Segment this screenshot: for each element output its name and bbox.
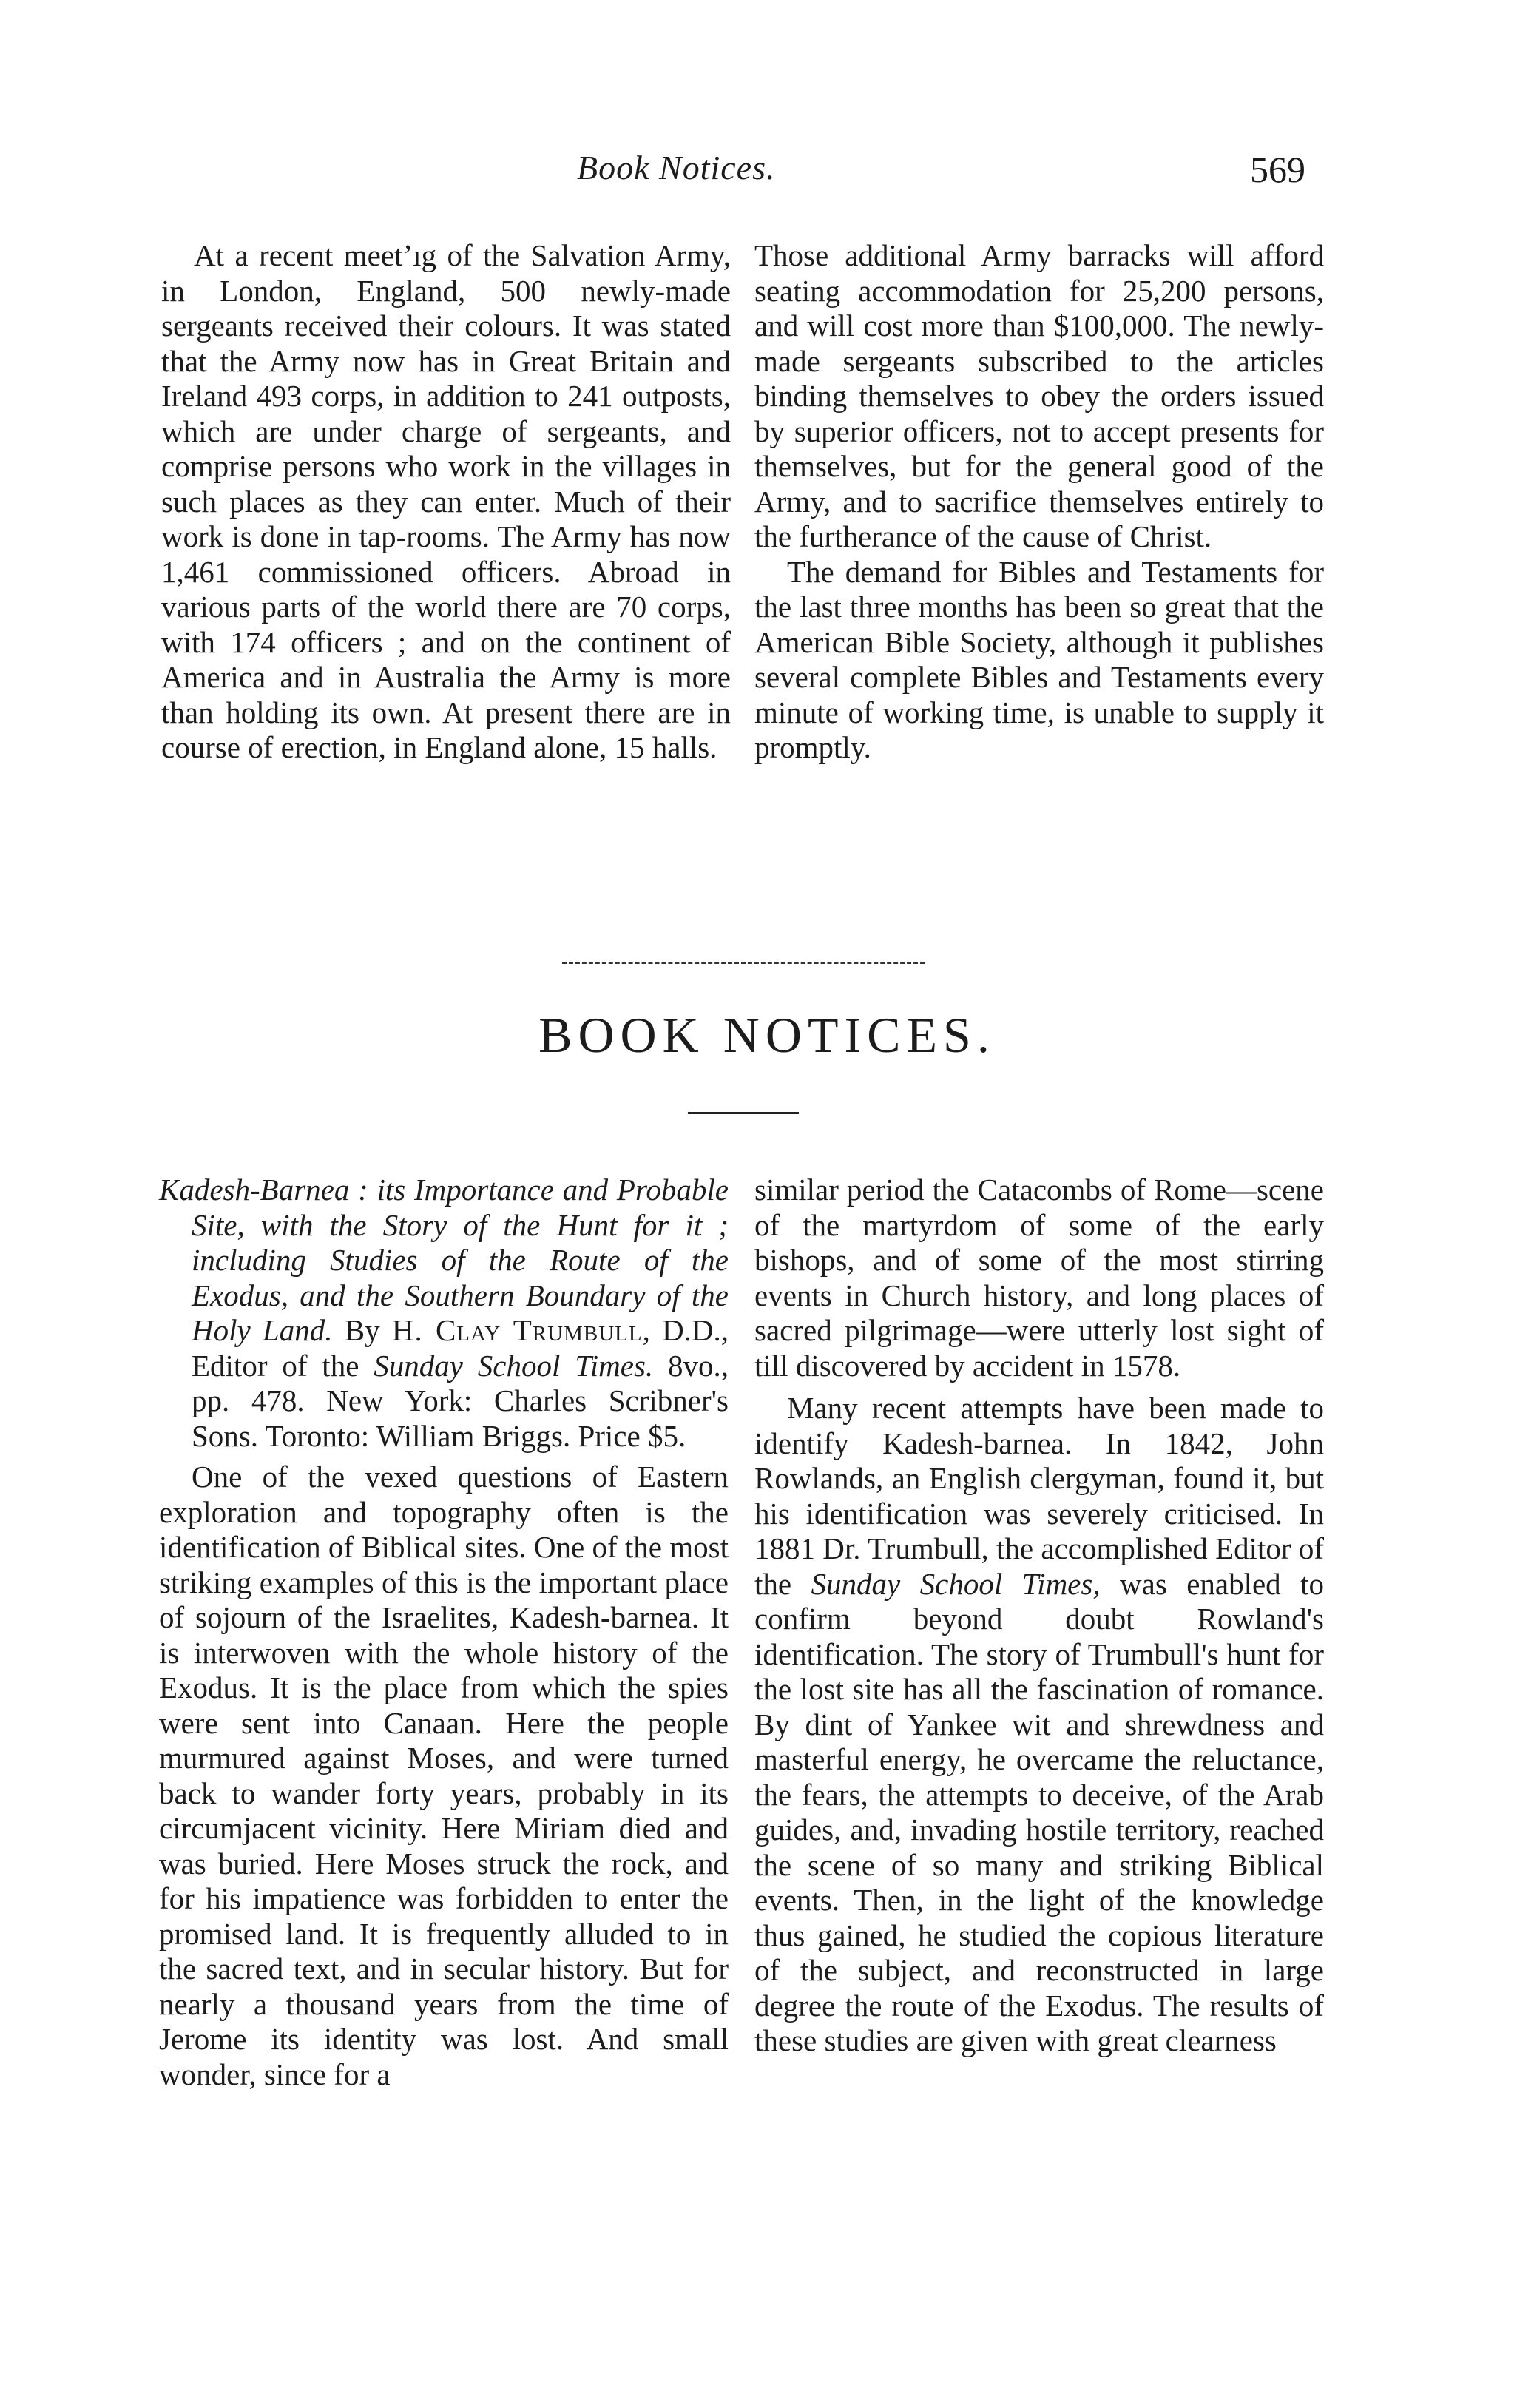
salvation-army-paragraph: At a recent meetʼıg of the Salvation Army, in London, England, 500 newly-made sergeants received their colours. It was stated that the Army now has in Great Britain and Ireland 493 corps, in addition to 241 outposts, which are under charge of sergeants, and comprise persons who work in the villages in such places as they can enter. Much of their work is done in tap-rooms. The Army has now 1,461 commissioned officers. Abroad in various parts of the world there are 70 corps, with 174 officers ; and on the continent of America and in Australia the Army is more than holding its own. At present there are in course of erection, in England alone, 15 halls.: [161, 238, 731, 764]
citation-journal: Sunday School Times.: [374, 1348, 654, 1383]
citation-by: By: [344, 1313, 380, 1347]
column-bottom-left: [159, 1173, 729, 2092]
section-heading: BOOK NOTICES.: [538, 1007, 996, 1063]
running-header: Book Notices.: [577, 149, 776, 186]
column-top-left: [161, 238, 731, 766]
heading-rule: [688, 1112, 799, 1114]
army-barracks-paragraph: Those additional Army barracks will afford seating accommodation for 25,200 persons, and will cost more than $100,000. The newly-made sergeants subscribed to the articles binding themselves to obey the orders issued by superior officers, not to accept presents for themselves, but for the general good of the Army, and to sacrifice themselves entirely to the furtherance of the cause of Christ.: [754, 238, 1324, 553]
section-divider: [562, 962, 925, 964]
column-top-right: [754, 238, 1324, 766]
book-author: H. Clay Trumbull: [391, 1313, 643, 1347]
review-journal-name: Sunday School Times,: [811, 1566, 1101, 1601]
citation-mid: , D.D., Editor of the: [192, 1313, 729, 1383]
review-paragraph-1: One of the vexed questions of Eastern exploration and topography often is the identification of Biblical sites. One of the most striking examples of this is the important place of sojourn of the Israelites, Kadesh-barnea. It is interwoven with the whole history of the Exodus. It is the place from which the spies were sent into Canaan. Here the people murmured against Moses, and were turned back to wander forty years, probably in its circumjacent vicinity. Here Miriam died and was buried. Here Moses struck the rock, and for his impatience was forbidden to enter the promised land. It is frequently alluded to in the sacred text, and in secular history. But for nearly a thousand years from the time of Jerome its identity was lost. And small wonder, since for a: [159, 1460, 729, 2091]
book-title: Kadesh-Barnea : its Importance and Probable Site, with the Story of the Hunt for it ; including Studies of the Route of the Exodus, and the Southern Boundary of the Holy Land.: [159, 1173, 729, 1347]
review-paragraph-2: [754, 1391, 1324, 2059]
book-citation: [159, 1173, 729, 1454]
review-paragraph-2-a: Many recent attempts have been made to identify Kadesh-barnea. In 1842, John Rowlands, an English clergyman, found it, but his identification was severely criticised. In 1881 Dr. Trumbull, the accomplished Editor of the: [754, 1391, 1324, 1601]
review-paragraph-2-b: was enabled to confirm beyond doubt Rowland's identification. The story of Trumbull's hunt for the lost site has all the fascination of romance. By dint of Yankee wit and shrewdness and masterful energy, he overcame the reluctance, the fears, the attempts to deceive, of the Arab guides, and, invading hostile territory, reached the scene of so many and striking Biblical events. Then, in the light of the knowledge thus gained, he studied the copious literature of the subject, and reconstructed in large degree the route of the Exodus. The results of these studies are given with great clearness: [754, 1566, 1324, 2057]
citation-publication-details: 8vo., pp. 478. New York: Charles Scribner's Sons. Toronto: William Briggs. Price $5.: [192, 1348, 729, 1453]
page-number: 569: [1250, 149, 1305, 190]
bible-demand-paragraph: The demand for Bibles and Testaments for the last three months has been so great that the American Bible Society, although it publishes several complete Bibles and Testaments every minute of working time, is unable to supply it promptly.: [754, 554, 1324, 764]
column-bottom-right: [754, 1173, 1324, 2059]
review-continuation: similar period the Catacombs of Rome—scene of the martyrdom of some of the early bishops, and of some of the most stirring events in Church history, and long places of sacred pilgrimage—were utterly lost sight of till discovered by accident in 1578.: [754, 1173, 1324, 1383]
